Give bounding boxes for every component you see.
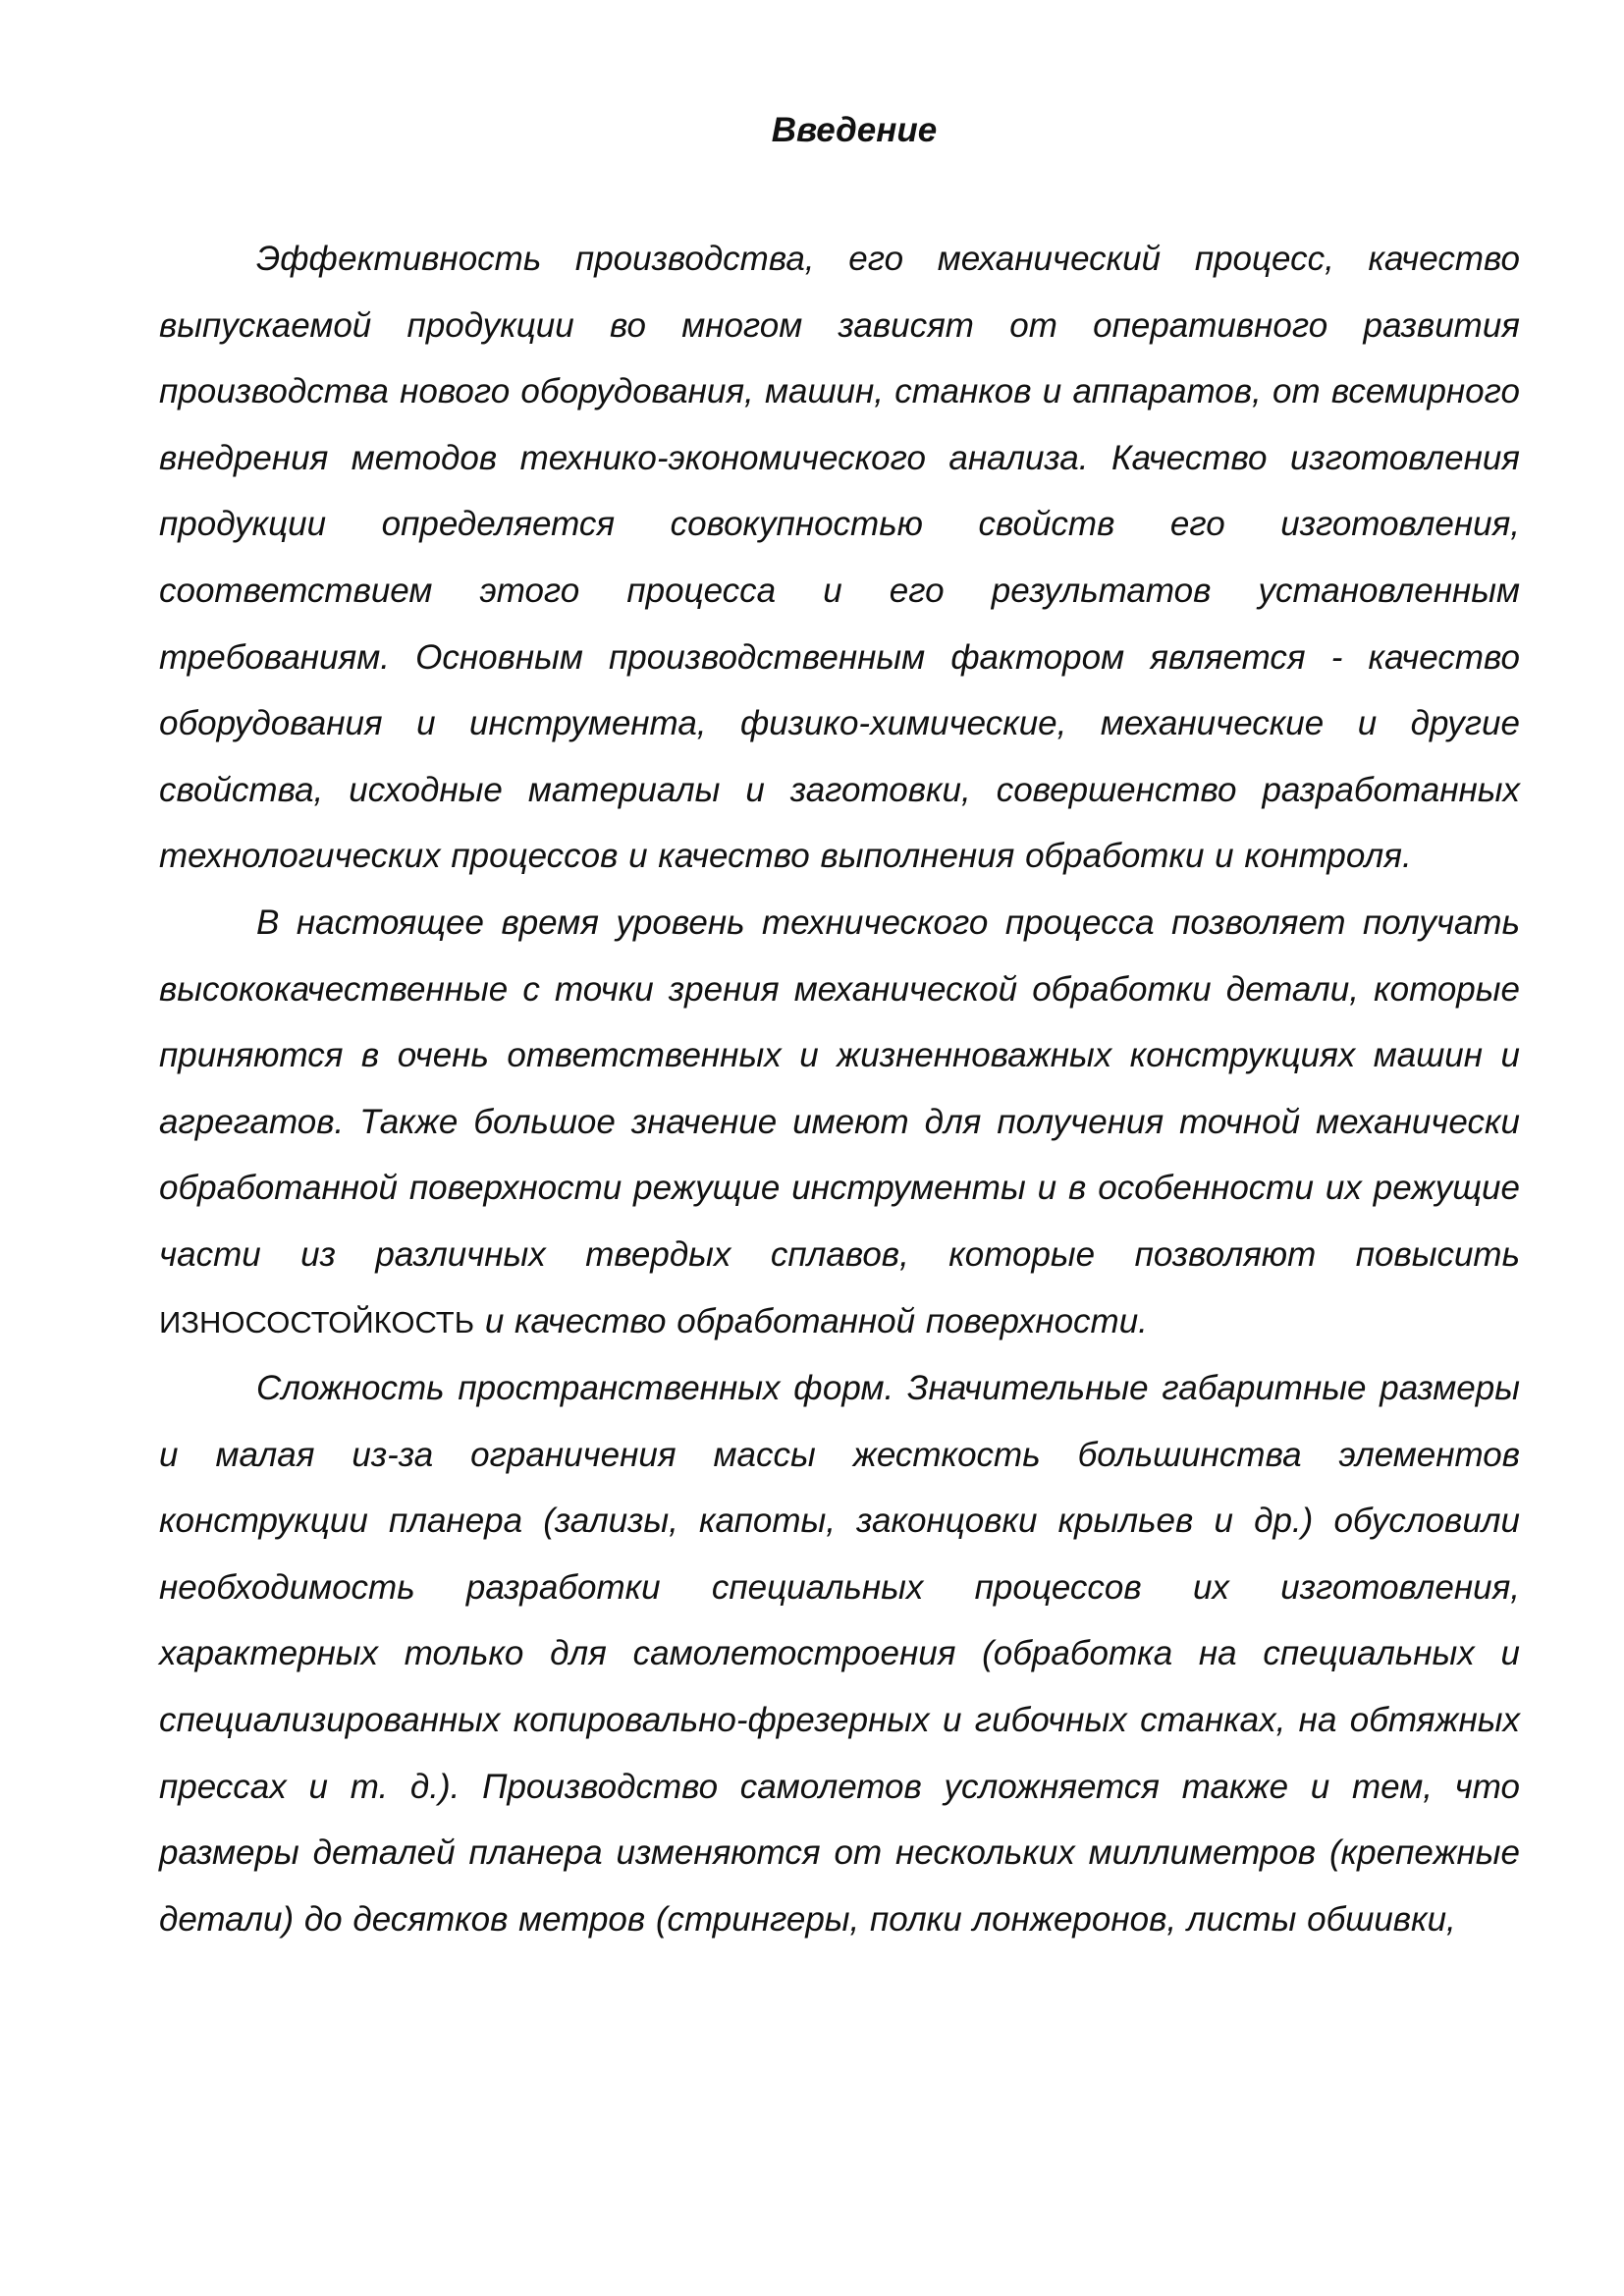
paragraph-2: [159, 890, 1520, 1355]
paragraph-1: Эффективность производства, его механический процесс, качество выпускаемой продукции во многом зависят от оперативного развития производства нового оборудования, машин, станков и аппаратов, от всемирного внедрения методов технико-экономического анализа. Качество изготовления продукции определяется совокупностью свойств его изготовления, соответствием этого процесса и его результатов установленным требованиям. Основным производственным фактором является - качество оборудования и инструмента, физико-химические, механические и другие свойства, исходные материалы и заготовки, совершенство разработанных технологических процессов и качество выполнения обработки и контроля.: [159, 240, 1520, 876]
document-page: [159, 103, 1520, 1952]
paragraph-3: Сложность пространственных форм. Значительные габаритные размеры и малая из-за ограничения массы жесткость большинства элементов конструкции планера (зализы, капоты, законцовки крыльев и др.) обусловили необходимость разработки специальных процессов их изготовления, характерных только для самолетостроения (обработка на специальных и специализированных копировально-фрезерных и гибочных станках, на обтяжных прессах и т. д.). Производство самолетов усложняется также и тем, что размеры деталей планера изменяются от нескольких миллиметров (крепежные детали) до десятков метров (стрингеры, полки лонжеронов, листы обшивки,: [159, 1369, 1520, 1939]
document-title: Введение: [771, 111, 938, 149]
paragraph-2-tail: и качество обработанной поверхности.: [474, 1301, 1148, 1340]
paragraph-2-text: В настоящее время уровень технического процесса позволяет получать высококачественные с точки зрения механической обработки детали, которые приняются в очень ответственных и жизненноважных конструкциях машин и агрегатов. Также большое значение имеют для получения точной механически обработанной поверхности режущие инструменты и в особенности их режущие части из различных твердых сплавов, которые позволяют повысить: [159, 902, 1520, 1274]
paragraph-2-caps-word: ИЗНОСОСТОЙКОСТЬ: [159, 1304, 475, 1339]
